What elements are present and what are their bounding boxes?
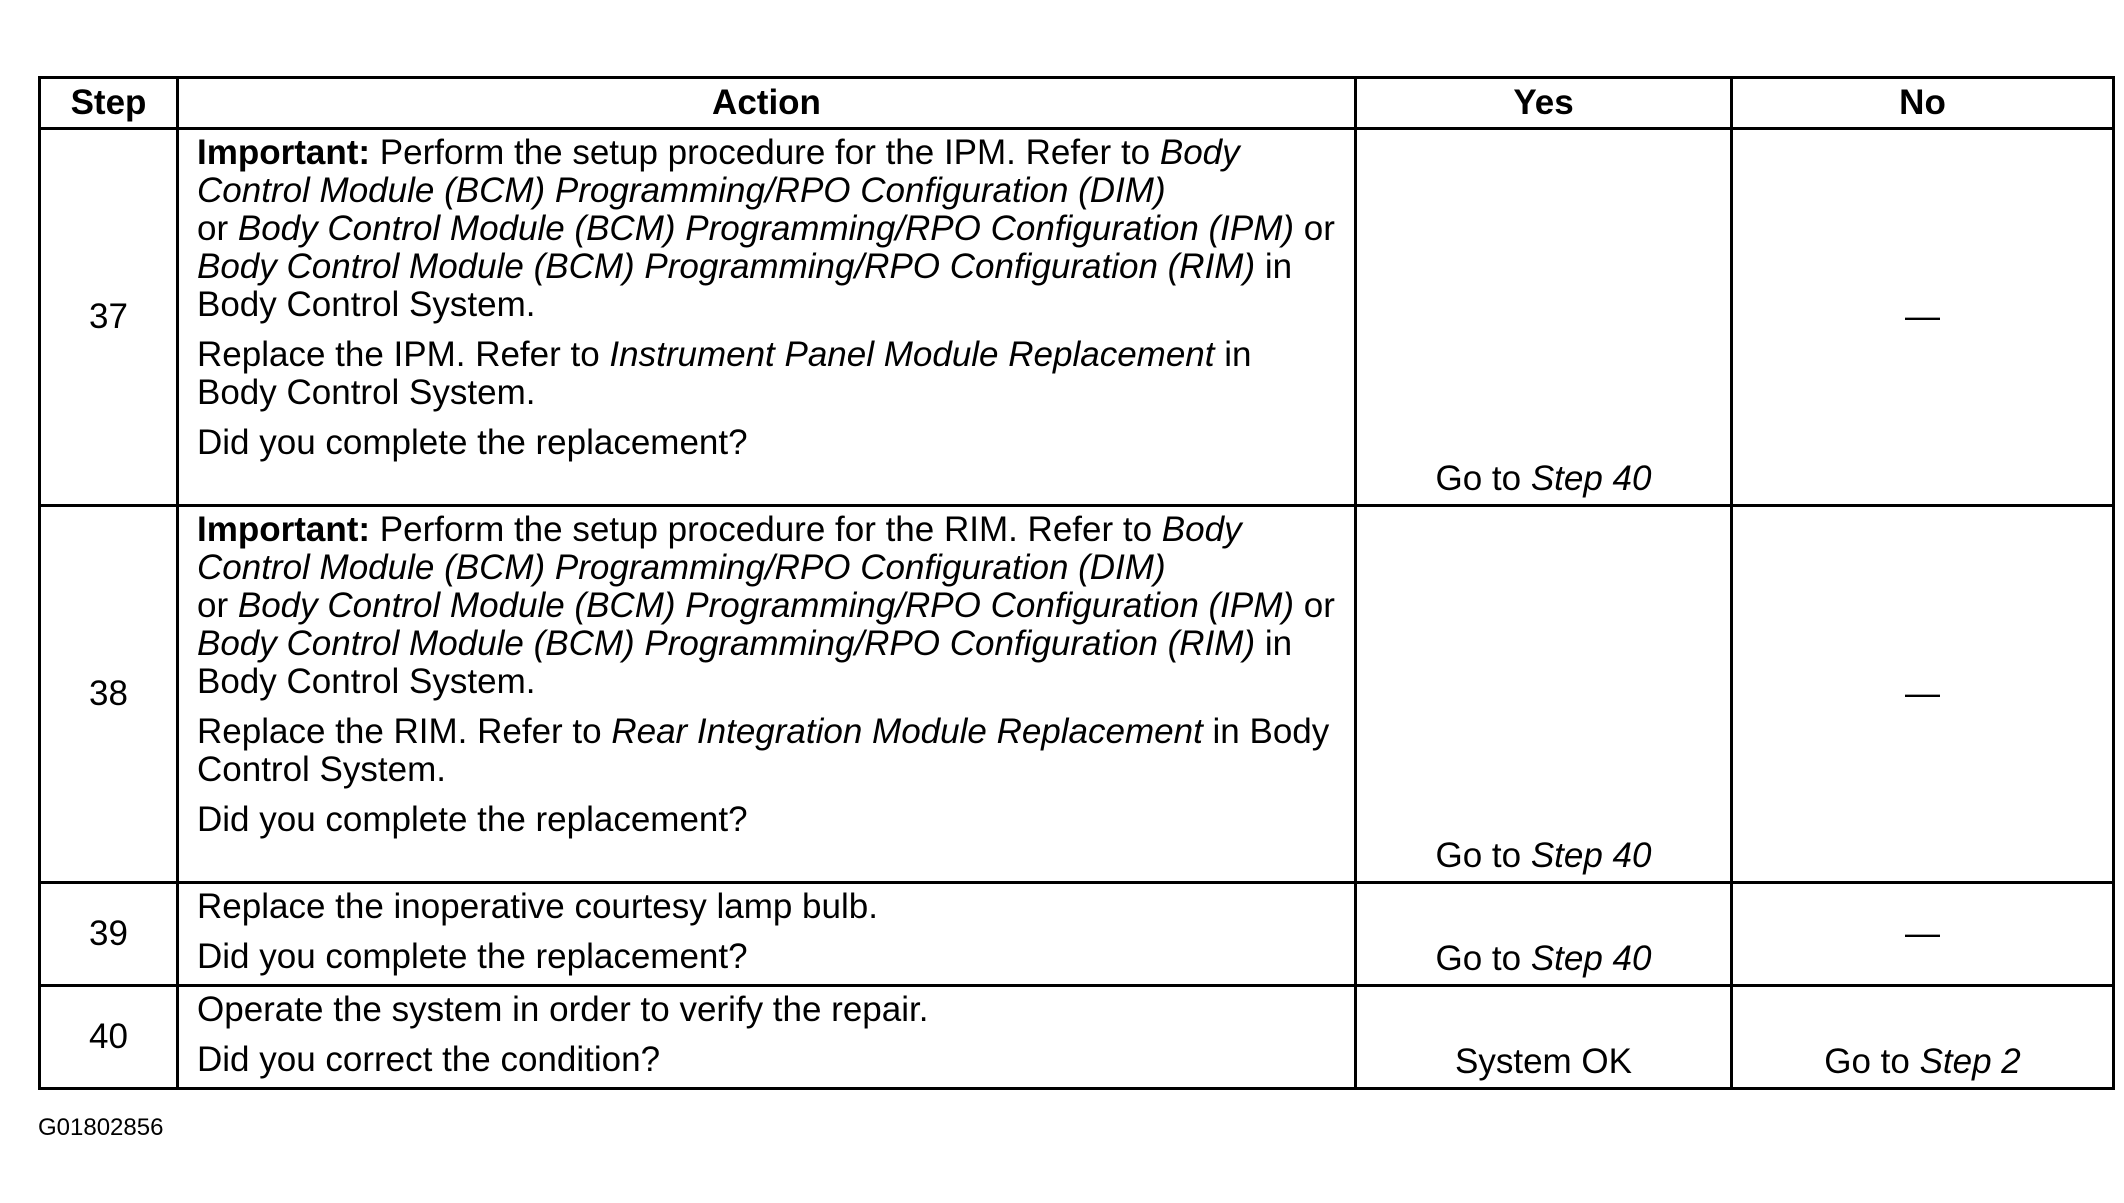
step-link[interactable]: Step 40 <box>1530 836 1652 875</box>
reference-link[interactable]: Instrument Panel Module Replacement <box>609 335 1215 374</box>
note-text: Perform the setup procedure for the RIM. Refer to <box>370 510 1162 549</box>
instruction: Operate the system in order to verify the repair. <box>197 990 929 1029</box>
table-row <box>40 506 2114 883</box>
header-row <box>40 78 2114 129</box>
yes-cell <box>1356 129 1732 506</box>
step-number: 40 <box>40 986 178 1089</box>
replace-instruction <box>197 336 1336 412</box>
note-text: in Body Control System. <box>197 624 1293 701</box>
question: Did you correct the condition? <box>197 1040 661 1079</box>
header-step: Step <box>40 78 178 129</box>
header-action: Action <box>178 78 1356 129</box>
yes-text: Go to <box>1435 836 1531 875</box>
yes-cell <box>1356 506 1732 883</box>
question: Did you complete the replacement? <box>197 423 748 462</box>
note-text: or <box>197 209 238 248</box>
question: Did you complete the replacement? <box>197 800 748 839</box>
instruction: Replace the inoperative courtesy lamp bulb. <box>197 887 878 926</box>
replace-instruction <box>197 713 1336 789</box>
note-text: or <box>1294 209 1335 248</box>
table-row <box>40 883 2114 986</box>
action-cell <box>178 129 1356 506</box>
question: Did you complete the replacement? <box>197 937 748 976</box>
step-link[interactable]: Step 2 <box>1919 1042 2021 1081</box>
table-row <box>40 986 2114 1089</box>
no-cell <box>1732 986 2114 1089</box>
diagnostic-table <box>38 76 2115 1090</box>
yes-cell <box>1356 883 1732 986</box>
step-number: 39 <box>40 883 178 986</box>
important-label: Important: <box>197 510 371 549</box>
yes-text: Go to <box>1435 459 1531 498</box>
instruction-text: in Body Control System. <box>197 335 1252 412</box>
yes-cell: System OK <box>1356 986 1732 1089</box>
note-text: or <box>197 586 238 625</box>
note-text: in Body Control System. <box>197 247 1293 324</box>
instruction-text: Replace the RIM. Refer to <box>197 712 612 751</box>
important-note <box>197 511 1336 701</box>
header-yes: Yes <box>1356 78 1732 129</box>
step-number: 38 <box>40 506 178 883</box>
important-note <box>197 134 1336 324</box>
note-text: Perform the setup procedure for the IPM. Refer to <box>370 133 1160 172</box>
reference-link[interactable]: Body Control Module (BCM) Programming/RPO Configuration (IPM) <box>237 586 1295 625</box>
step-link[interactable]: Step 40 <box>1530 459 1652 498</box>
reference-link[interactable]: Body Control Module (BCM) Programming/RPO Configuration (DIM) <box>197 510 1242 587</box>
no-cell: — <box>1732 506 2114 883</box>
yes-text: Go to <box>1435 939 1531 978</box>
reference-link[interactable]: Body Control Module (BCM) Programming/RPO Configuration (RIM) <box>197 247 1256 286</box>
step-number: 37 <box>40 129 178 506</box>
action-cell <box>178 883 1356 986</box>
no-cell: — <box>1732 883 2114 986</box>
important-label: Important: <box>197 133 371 172</box>
figure-id: G01802856 <box>38 1114 164 1141</box>
step-link[interactable]: Step 40 <box>1530 939 1652 978</box>
no-text: Go to <box>1824 1042 1920 1081</box>
no-cell: — <box>1732 129 2114 506</box>
reference-link[interactable]: Body Control Module (BCM) Programming/RPO Configuration (RIM) <box>197 624 1256 663</box>
reference-link[interactable]: Body Control Module (BCM) Programming/RPO Configuration (IPM) <box>237 209 1295 248</box>
header-no: No <box>1732 78 2114 129</box>
instruction-text: Replace the IPM. Refer to <box>197 335 610 374</box>
table-row <box>40 129 2114 506</box>
reference-link[interactable]: Body Control Module (BCM) Programming/RPO Configuration (DIM) <box>197 133 1240 210</box>
instruction-text: in Body Control System. <box>197 712 1330 789</box>
action-cell <box>178 506 1356 883</box>
reference-link[interactable]: Rear Integration Module Replacement <box>611 712 1203 751</box>
action-cell <box>178 986 1356 1089</box>
note-text: or <box>1294 586 1335 625</box>
